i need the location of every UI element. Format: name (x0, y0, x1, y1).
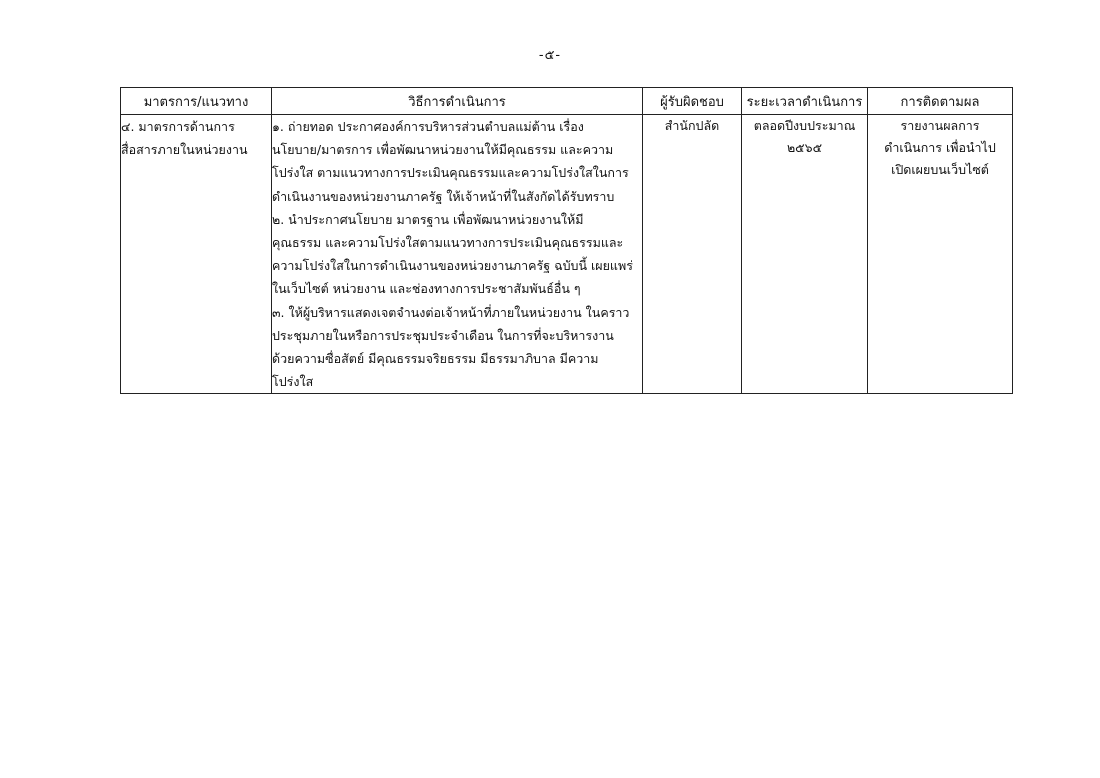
method-line: ๑. ถ่ายทอด ประกาศองค์การบริหารส่วนตำบลแม่ต้าน เรื่อง (272, 119, 584, 134)
method-line: โปร่งใส ตามแนวทางการประเมินคุณธรรมและความโปร่งใสในการ (272, 165, 629, 181)
period-line: ตลอดปีงบประมาณ (753, 118, 856, 133)
measure-cell (121, 115, 272, 394)
method-line: ความโปร่งใสในการดำเนินงานของหน่วยงานภาครัฐ ฉบับนี้ เผยแพร่ (272, 258, 633, 274)
header-responsible: ผู้รับผิดชอบ (643, 88, 742, 115)
method-line: โปร่งใส (272, 374, 314, 390)
header-method: วิธีการดำเนินการ (272, 88, 643, 115)
measures-table (120, 87, 1013, 394)
header-period: ระยะเวลาดำเนินการ (742, 88, 868, 115)
method-line: คุณธรรม และความโปร่งใสตามแนวทางการประเมินคุณธรรมและ (272, 235, 624, 251)
measure-line: ๔. มาตรการด้านการ (121, 119, 235, 134)
followup-line: เปิดเผยบนเว็บไซต์ (891, 162, 989, 177)
method-line: ด้วยความซื่อสัตย์ มีคุณธรรมจริยธรรม มีธรรมาภิบาล มีความ (272, 351, 599, 367)
followup-cell (868, 115, 1013, 394)
followup-line: ดำเนินการ เพื่อนำไป (884, 140, 996, 155)
measure-line: สื่อสารภายในหน่วยงาน (121, 142, 248, 157)
method-line: ประชุมภายในหรือการประชุมประจำเดือน ในการที่จะบริหารงาน (272, 327, 614, 343)
period-cell (742, 115, 868, 394)
method-line: ในเว็บไซต์ หน่วยงาน และช่องทางการประชาสัมพันธ์อื่น ๆ (272, 281, 581, 297)
table-row (121, 115, 1013, 394)
page-number: -๕- (538, 48, 562, 63)
header-measure: มาตรการ/แนวทาง (121, 88, 272, 115)
period-line: ๒๕๖๕ (786, 140, 823, 155)
method-cell (272, 115, 643, 394)
responsible-cell (643, 115, 742, 394)
table-header-row (121, 88, 1013, 115)
method-line: นโยบาย/มาตรการ เพื่อพัฒนาหน่วยงานให้มีคุณธรรม และความ (272, 142, 614, 158)
method-line: ดำเนินงานของหน่วยงานภาครัฐ ให้เจ้าหน้าที่ในสังกัดได้รับทราบ (272, 188, 615, 204)
method-line: ๓. ให้ผู้บริหารแสดงเจตจำนงต่อเจ้าหน้าที่ภายในหน่วยงาน ในคราว (272, 304, 630, 320)
header-followup: การติดตามผล (868, 88, 1013, 115)
responsible-text: สำนักปลัด (664, 118, 720, 133)
method-line: ๒. นำประกาศนโยบาย มาตรฐาน เพื่อพัฒนาหน่วยงานให้มี (272, 211, 584, 227)
followup-line: รายงานผลการ (900, 118, 980, 133)
